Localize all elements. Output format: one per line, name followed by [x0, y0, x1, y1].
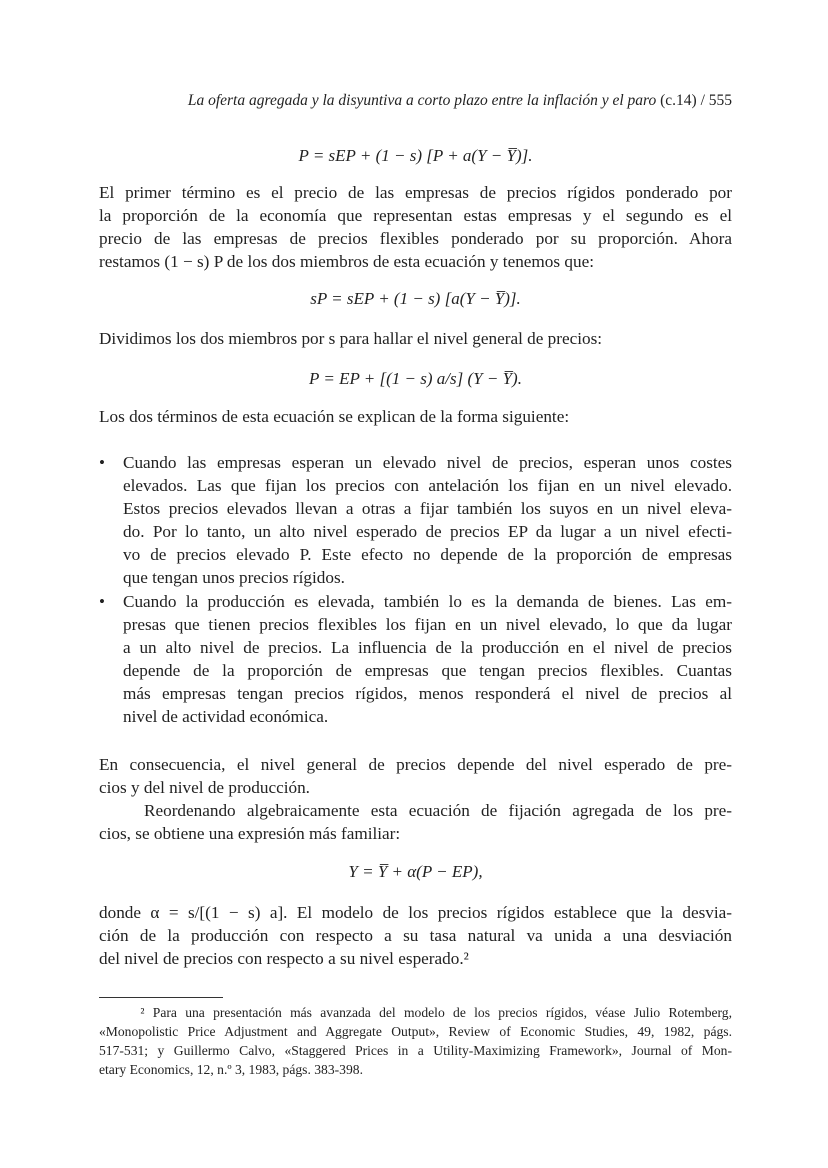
- paragraph-4: [99, 753, 732, 799]
- text-line: elevados. Las que fijan los precios con antelación los fijan en un nivel elevado.: [123, 476, 732, 495]
- text-line: vo de precios elevado P. Este efecto no depende de la proporción de empresas: [123, 545, 732, 564]
- text-line: donde α = s/[(1 − s) a]. El modelo de los precios rígidos establece que la desvia-: [99, 903, 732, 922]
- text-line: nivel de actividad económica.: [123, 707, 329, 726]
- bullet-item-2: [99, 590, 732, 728]
- equation-3: P = EP + [(1 − s) a/s] (Y − Y̅).: [309, 369, 522, 388]
- chapter-ref: (c.14): [660, 92, 697, 109]
- paragraph-5: [99, 799, 732, 845]
- running-header: [188, 92, 732, 110]
- text-line: «Monopolistic Price Adjustment and Aggregate Output», Review of Economic Studies, 49, 1982, págs.: [99, 1024, 732, 1039]
- text-line: do. Por lo tanto, un alto nivel esperado de precios EP da lugar a un nivel efecti-: [123, 522, 732, 541]
- text-line: precio de las empresas de precios flexibles ponderado por su proporción. Ahora: [99, 229, 732, 248]
- footnote-rule: [99, 997, 223, 998]
- text-line: Los dos términos de esta ecuación se explican de la forma siguiente:: [99, 407, 570, 426]
- paragraph-2: [99, 327, 732, 350]
- bullet-marker: •: [99, 453, 105, 472]
- text-line: que tengan unos precios rígidos.: [123, 568, 345, 587]
- equation-1: P = sEP + (1 − s) [P + a(Y − Y̅)].: [298, 146, 533, 165]
- text-line: El primer término es el precio de las empresas de precios rígidos ponderado por: [99, 183, 732, 202]
- text-line: cios y del nivel de producción.: [99, 778, 310, 797]
- text-line: ción de la producción con respecto a su tasa natural va unida a una desviación: [99, 926, 732, 945]
- equation-2: sP = sEP + (1 − s) [a(Y − Y̅)].: [310, 289, 521, 308]
- bullet-marker: •: [99, 592, 105, 611]
- text-line: Reordenando algebraicamente esta ecuación de fijación agregada de los pre-: [99, 801, 732, 820]
- paragraph-3: [99, 405, 732, 428]
- bullet-item-1: [99, 451, 732, 589]
- footnote: [99, 1003, 732, 1079]
- text-line: cios, se obtiene una expresión más familiar:: [99, 824, 401, 843]
- text-line: En consecuencia, el nivel general de precios depende del nivel esperado de pre-: [99, 755, 732, 774]
- paragraph-1: [99, 181, 732, 273]
- text-line: 517-531; y Guillermo Calvo, «Staggered Prices in a Utility-Maximizing Framework», Journal of Mon-: [99, 1043, 732, 1058]
- text-line: Estos precios elevados llevan a otras a fijar también los suyos en un nivel eleva-: [123, 499, 732, 518]
- text-line: la proporción de la economía que representan estas empresas y el segundo es el: [99, 206, 732, 225]
- page-number: / 555: [700, 92, 732, 109]
- text-line: restamos (1 − s) P de los dos miembros de esta ecuación y tenemos que:: [99, 252, 594, 271]
- text-line: Cuando las empresas esperan un elevado nivel de precios, esperan unos costes: [123, 453, 732, 472]
- text-line: del nivel de precios con respecto a su nivel esperado.²: [99, 949, 469, 968]
- equation-4: Y = Y̅ + α(P − EP),: [348, 862, 483, 881]
- text-line: etary Economics, 12, n.º 3, 1983, págs. 383-398.: [99, 1062, 363, 1077]
- paragraph-6: [99, 901, 732, 970]
- text-line: ² Para una presentación más avanzada del modelo de los precios rígidos, véase Julio Rotemberg,: [99, 1005, 732, 1020]
- text-line: a un alto nivel de precios. La influencia de la producción en el nivel de precios: [123, 638, 732, 657]
- running-title: La oferta agregada y la disyuntiva a corto plazo entre la inflación y el paro: [187, 92, 657, 109]
- text-line: más empresas tengan precios rígidos, menos responderá el nivel de precios al: [123, 684, 732, 703]
- text-line: Cuando la producción es elevada, también lo es la demanda de bienes. Las em-: [123, 592, 732, 611]
- text-line: presas que tienen precios flexibles los fijan en un nivel elevado, lo que da lugar: [123, 615, 732, 634]
- text-line: depende de la proporción de empresas que tengan precios flexibles. Cuantas: [123, 661, 732, 680]
- text-line: Dividimos los dos miembros por s para hallar el nivel general de precios:: [99, 329, 603, 348]
